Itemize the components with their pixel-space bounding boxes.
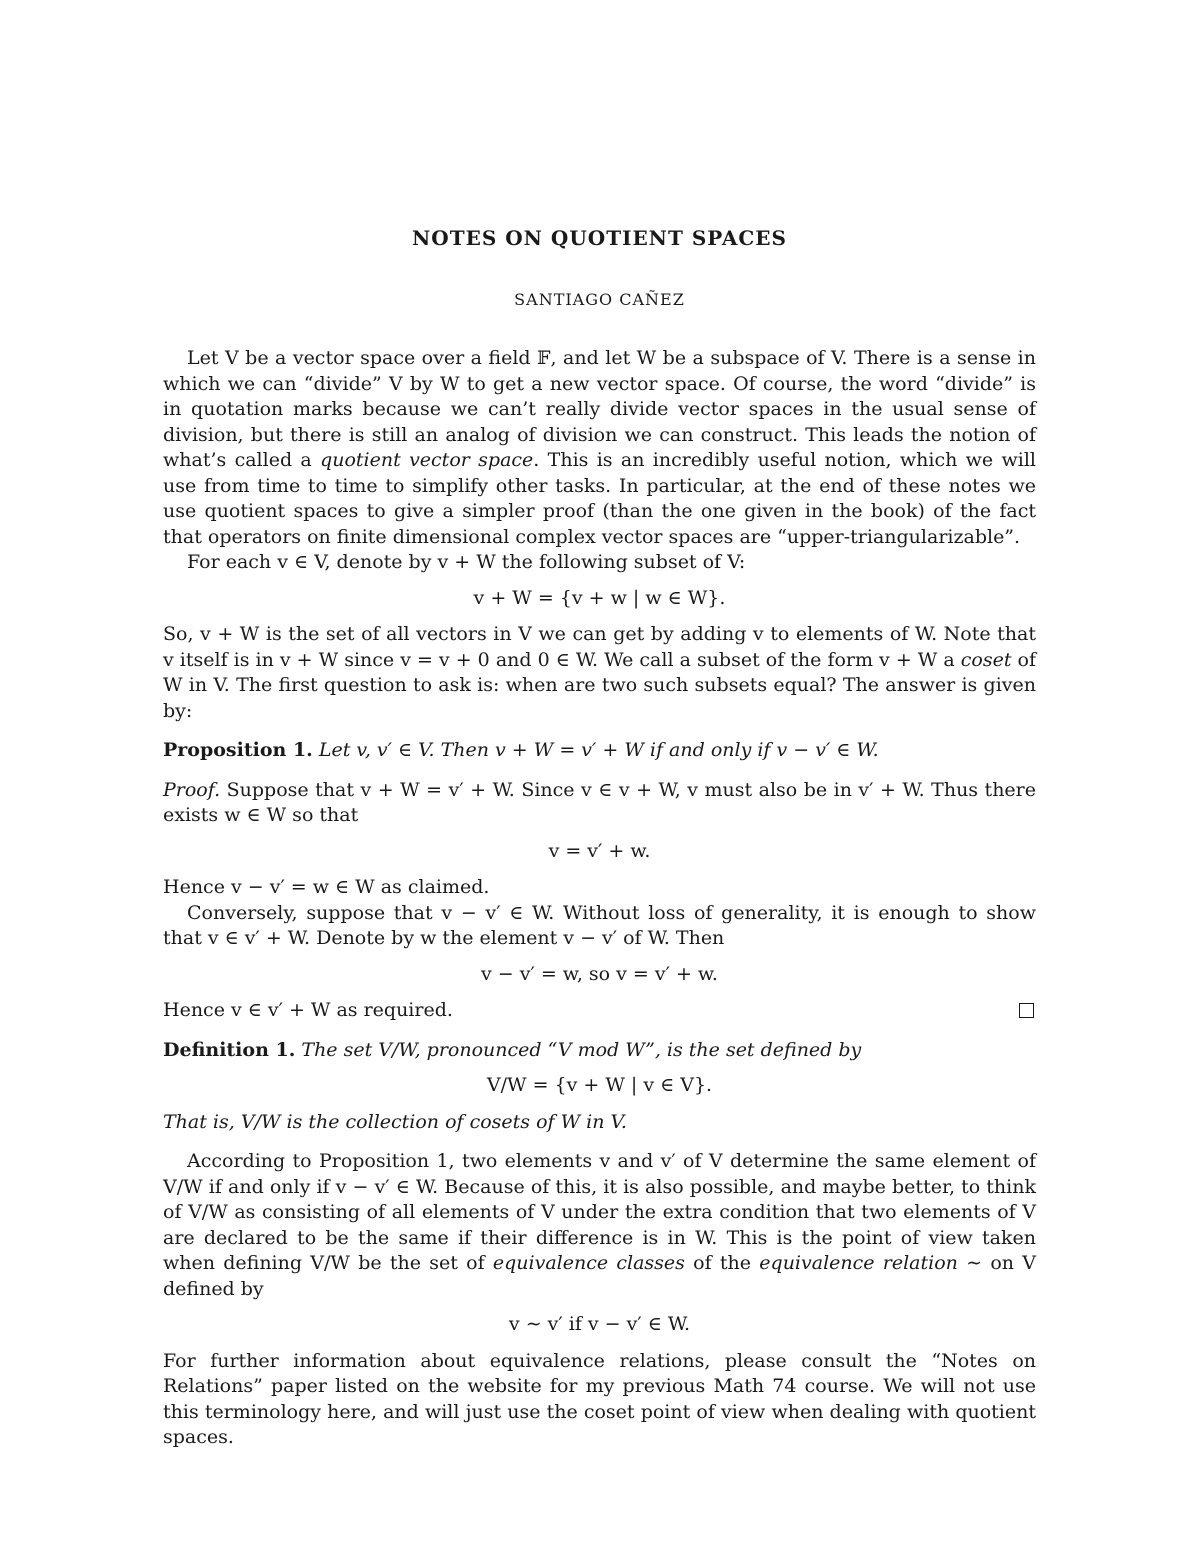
proof-label: Proof.	[163, 778, 221, 801]
equivalence-equation: v ∼ v′ if v − v′ ∈ W.	[508, 1313, 691, 1335]
discussion-text-2: of the	[684, 1252, 760, 1274]
proof-equation-1: v = v′ + w.	[548, 839, 651, 862]
proposition-heading: Proposition 1.	[163, 739, 313, 761]
proof-text-1: Suppose that v + W = v′ + W. Since v ∈ v + W, v must also be in v′ + W. Thus there exists w ∈ W so that	[163, 778, 1036, 826]
coset-intro: For each v ∈ V, denote by v + W the following subset of V:	[187, 551, 746, 573]
discussion-text-1: According to Proposition 1, two elements v and v′ of V determine the same element of V/W if and only if v − v′ ∈ W. Because of this, it is also possible, and maybe better, to think of V/W as consisting of all elements of V under the extra condition that two elements of V are declared to be the same if their difference is in W. This is the point of view taken when defining V/W be the set of	[163, 1150, 1036, 1274]
discussion-text-3: ∼ on V defined by	[163, 1252, 1036, 1300]
coset-equation: v + W = {v + w | w ∈ W}.	[473, 586, 726, 609]
page-content	[163, 226, 1036, 1451]
coset-text-2: of W in V. The first question to ask is: when are two such subsets equal? The answer is given by:	[163, 648, 1037, 722]
proof-conclusion-2: Hence v ∈ v′ + W as required.	[163, 999, 453, 1021]
proposition-statement: Let v, v′ ∈ V. Then v + W = v′ + W if and only if v − v′ ∈ W.	[318, 739, 879, 761]
proof-equation-2: v − v′ = w, so v = v′ + w.	[481, 962, 718, 985]
proof-paragraph	[163, 778, 1036, 829]
definition-equation: V/W = {v + W | v ∈ V}.	[486, 1074, 713, 1096]
further-info-paragraph: For further information about equivalence relations, please consult the “Notes on Relations” paper listed on the website for my previous Math 74 course. We will not use this terminology here, and will just use the coset point of view when dealing with quotient spaces.	[163, 1349, 1036, 1448]
intro-text-1: Let V be a vector space over a field 𝔽, and let W be a subspace of V. There is a sense in which we can “divide” V by W to get a new vector space. Of course, the word “divide” is in quotation marks because we can’t really divide vector spaces in the usual sense of division, but there is still an analog of division we can construct. This leads the notion of what’s called a	[163, 347, 1036, 471]
definition-remark: That is, V/W is the collection of cosets of W in V.	[163, 1110, 627, 1133]
definition-heading: Definition 1.	[163, 1038, 296, 1061]
discussion-emphasis-1: equivalence classes	[492, 1252, 685, 1274]
coset-paragraph	[163, 622, 1036, 724]
discussion-paragraph	[163, 1149, 1036, 1302]
coset-text-1: So, v + W is the set of all vectors in V we can get by adding v to elements of W. Note that v itself is in v + W since v = v + 0 and 0 ∈ W. We call a subset of the form v + W a	[163, 623, 1036, 671]
discussion-emphasis-2: equivalence relation	[759, 1252, 958, 1274]
intro-paragraph	[163, 346, 1036, 550]
intro-emphasis: quotient vector space	[320, 449, 534, 471]
definition-1	[163, 1038, 1036, 1064]
intro-text-2: . This is an incredibly useful notion, which we will use from time to time to simplify other tasks. In particular, at the end of these notes we use quotient spaces to give a simpler proof (than the one given in the book) of the fact that operators on finite dimensional complex vector spaces are “upper-triangularizable”.	[163, 449, 1036, 548]
proof-conclusion-1: Hence v − v′ = w ∈ W as claimed.	[163, 876, 490, 898]
qed-square-icon	[1019, 1003, 1034, 1018]
paper-author: SANTIAGO CAÑEZ	[514, 290, 685, 309]
coset-emphasis: coset	[960, 648, 1012, 671]
proof-converse: Conversely, suppose that v − v′ ∈ W. Without loss of generality, it is enough to show that v ∈ v′ + W. Denote by w the element v − v′ of W. Then	[163, 901, 1036, 949]
proof-end-line	[163, 998, 1036, 1024]
proposition-1	[163, 738, 1036, 764]
definition-statement: The set V/W, pronounced “V mod W”, is the set defined by	[301, 1038, 862, 1061]
paper-title: NOTES ON QUOTIENT SPACES	[412, 226, 787, 250]
